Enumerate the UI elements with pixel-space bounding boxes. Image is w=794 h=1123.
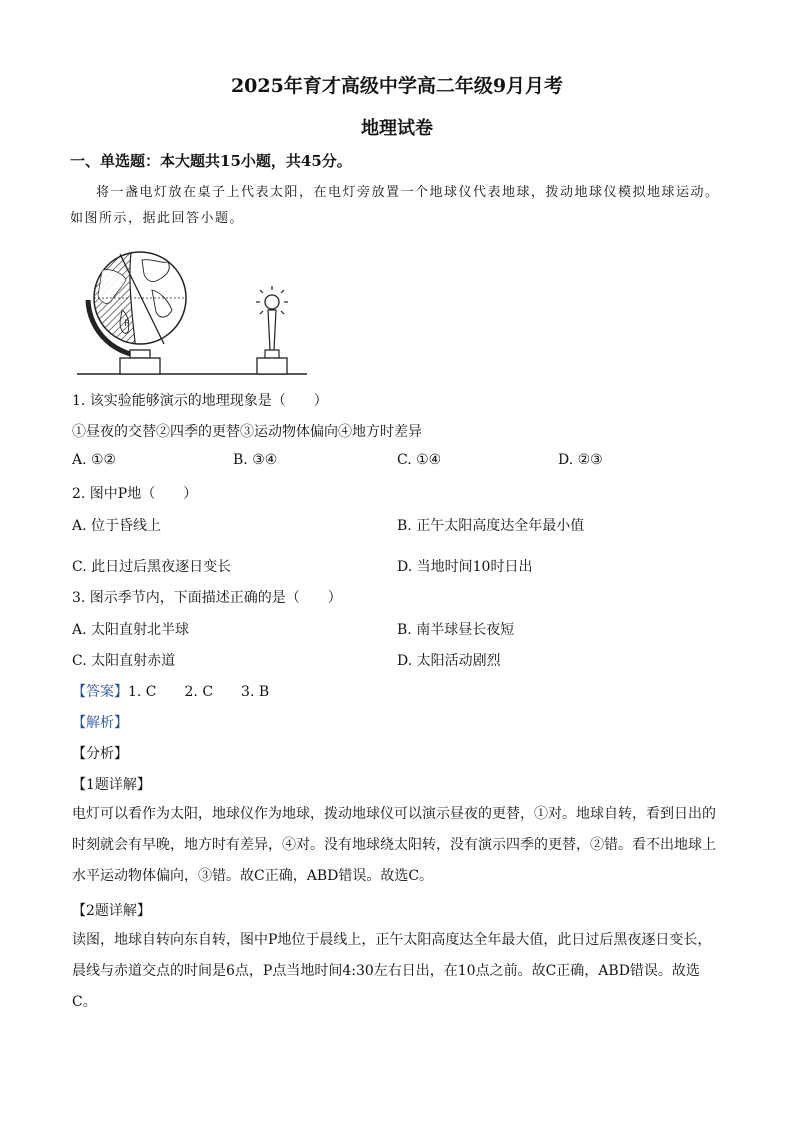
detail-2-text: 读图，地球自转向东自转，图中P地位于晨线上，正午太阳高度达全年最大值，此日过后黑夜逐日变长，晨线与赤道交点的时间是6点，P点当地时间4:30左右日出，在10点之前。故C正确，ABD错误。故选C。 (72, 932, 712, 1010)
q2-option-b: B. 正午太阳高度达全年最小值 (397, 518, 585, 534)
question-2-stem: 2. 图中P地（ ） (72, 486, 198, 502)
analysis-label-text: 【解析】 (72, 715, 128, 731)
analysis-label (72, 712, 128, 732)
detail-1-label: 【1题详解】 (72, 777, 151, 793)
lamp-sun-icon (256, 286, 288, 374)
q3-option-d: D. 太阳活动剧烈 (397, 653, 501, 669)
q1-option-b: B. ③④ (233, 452, 278, 468)
q3-option-c: C. 太阳直射赤道 (72, 653, 176, 669)
globe-lamp-figure (72, 240, 312, 380)
fenxi-label: 【分析】 (72, 746, 128, 762)
q1-option-a: A. ①② (72, 452, 117, 468)
p-label: P (124, 319, 130, 329)
q2-option-a: A. 位于昏线上 (72, 518, 162, 534)
q2-option-d: D. 当地时间10时日出 (397, 559, 533, 575)
detail-2-label: 【2题详解】 (72, 903, 151, 919)
globe-icon (88, 245, 186, 374)
q3-option-a: A. 太阳直射北半球 (72, 622, 190, 638)
q3-option-b: B. 南半球昼长夜短 (397, 622, 515, 638)
intro-paragraph: 将一盏电灯放在桌子上代表太阳，在电灯旁放置一个地球仪代表地球，拨动地球仪模拟地球运动。如图所示，据此回答小题。 (70, 185, 720, 226)
answer-label: 【答案】 (72, 684, 128, 700)
question-1-statements: ①昼夜的交替②四季的更替③运动物体偏向④地方时差异 (72, 424, 422, 440)
section-heading: 一、单选题：本大题共15小题，共45分。 (70, 152, 352, 170)
q1-option-d: D. ②③ (558, 452, 603, 468)
answer-text: 1. C 2. C 3. B (128, 684, 270, 700)
exam-title: 2025年育才高级中学高二年级9月月考 (230, 75, 564, 97)
q2-option-c: C. 此日过后黑夜逐日变长 (72, 559, 232, 575)
question-1-stem: 1. 该实验能够演示的地理现象是（ ） (72, 393, 328, 409)
question-3-stem: 3. 图示季节内，下面描述正确的是（ ） (72, 590, 342, 606)
detail-1-text: 电灯可以看作为太阳，地球仪作为地球，拨动地球仪可以演示昼夜的更替，①对。地球自转，看到日出的时刻就会有早晚，地方时有差异，④对。没有地球绕太阳转，没有演示四季的更替，②错。看不出地球上水平运动物体偏向，③错。故C正确，ABD错误。故选C。 (72, 806, 716, 884)
q1-option-c: C. ①④ (397, 452, 442, 468)
answer-line (72, 681, 269, 701)
exam-subtitle: 地理试卷 (361, 118, 433, 139)
